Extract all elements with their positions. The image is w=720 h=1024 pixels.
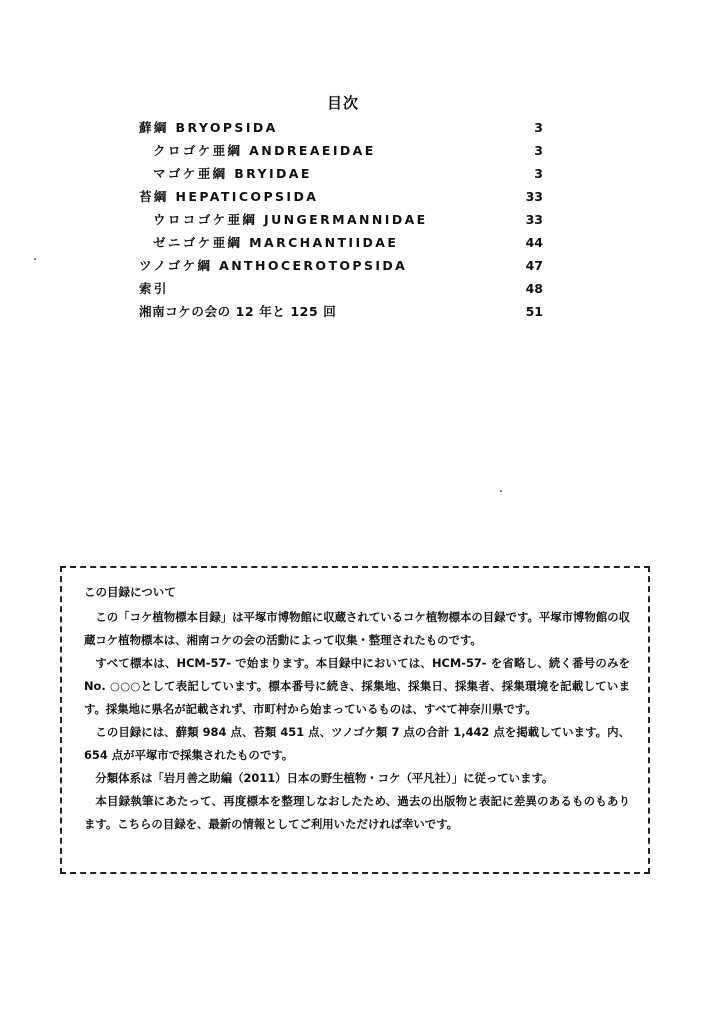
toc-entry-page: 3 [534,166,543,181]
toc-entry [139,256,543,279]
toc-entry-label: 湘南コケの会の 12 年と 125 回 [139,304,337,319]
toc-entry [139,210,543,233]
notice-paragraph: 本目録執筆にあたって、再度標本を整理しなおしたため、過去の出版物と表記に差異のあるものもあります。こちらの目録を、最新の情報としてご利用いただければ幸いです。 [84,794,630,831]
toc-entry [139,233,543,256]
scan-speck [500,490,502,492]
notice-paragraph: この目録には、蘚類 984 点、苔類 451 点、ツノゴケ類 7 点の合計 1,442 点を掲載しています。内、654 点が平塚市で採集されたものです。 [84,725,630,762]
notice-paragraph: 分類体系は「岩月善之助編（2011）日本の野生植物・コケ（平凡社）」に従っています。 [95,771,554,785]
toc-entry-label: クロゴケ亜綱 ANDREAEIDAE [153,143,376,158]
toc-entry-page: 3 [534,143,543,158]
toc-entry-page: 33 [525,189,543,204]
table-of-contents [139,118,543,325]
scan-speck [34,258,36,260]
toc-entry-page: 44 [525,235,543,250]
notice-paragraph: すべて標本は、HCM-57- で始まります。本目録中においては、HCM-57- を省略し、続く番号のみを No. ○○○として表記しています。標本番号に続き、採集地、採集日、採集者、採集環境を記載しています。採集地に県名が記載されず、市町村から始まっているものは、すべて神奈川県です。 [84,656,630,716]
notice-heading: この目録について [84,585,176,599]
toc-entry [139,302,543,325]
toc-entry-label: 苔綱 HEPATICOPSIDA [139,189,319,204]
notice-paragraph: この「コケ植物標本目録」は平塚市博物館に収蔵されているコケ植物標本の目録です。平塚市博物館の収蔵コケ植物標本は、湘南コケの会の活動によって収集・整理されたものです。 [84,610,630,647]
toc-entry-label: 蘚綱 BRYOPSIDA [139,120,278,135]
about-catalog-box [60,566,650,874]
toc-entry [139,187,543,210]
toc-entry-label: ゼニゴケ亜綱 MARCHANTIIDAE [153,235,399,250]
toc-entry-label: ツノゴケ綱 ANTHOCEROTOPSIDA [139,258,408,273]
toc-entry [139,141,543,164]
toc-entry-page: 47 [525,258,543,273]
toc-entry-page: 3 [534,120,543,135]
toc-entry [139,279,543,302]
toc-entry-page: 51 [525,304,543,319]
toc-title: 目次 [326,94,359,112]
toc-entry-label: マゴケ亜綱 BRYIDAE [153,166,312,181]
toc-entry [139,118,543,141]
toc-entry-page: 48 [525,281,543,296]
toc-entry-label: ウロコゴケ亜綱 JUNGERMANNIDAE [153,212,428,227]
toc-entry [139,164,543,187]
toc-entry-page: 33 [525,212,543,227]
toc-entry-label: 索引 [139,281,169,296]
